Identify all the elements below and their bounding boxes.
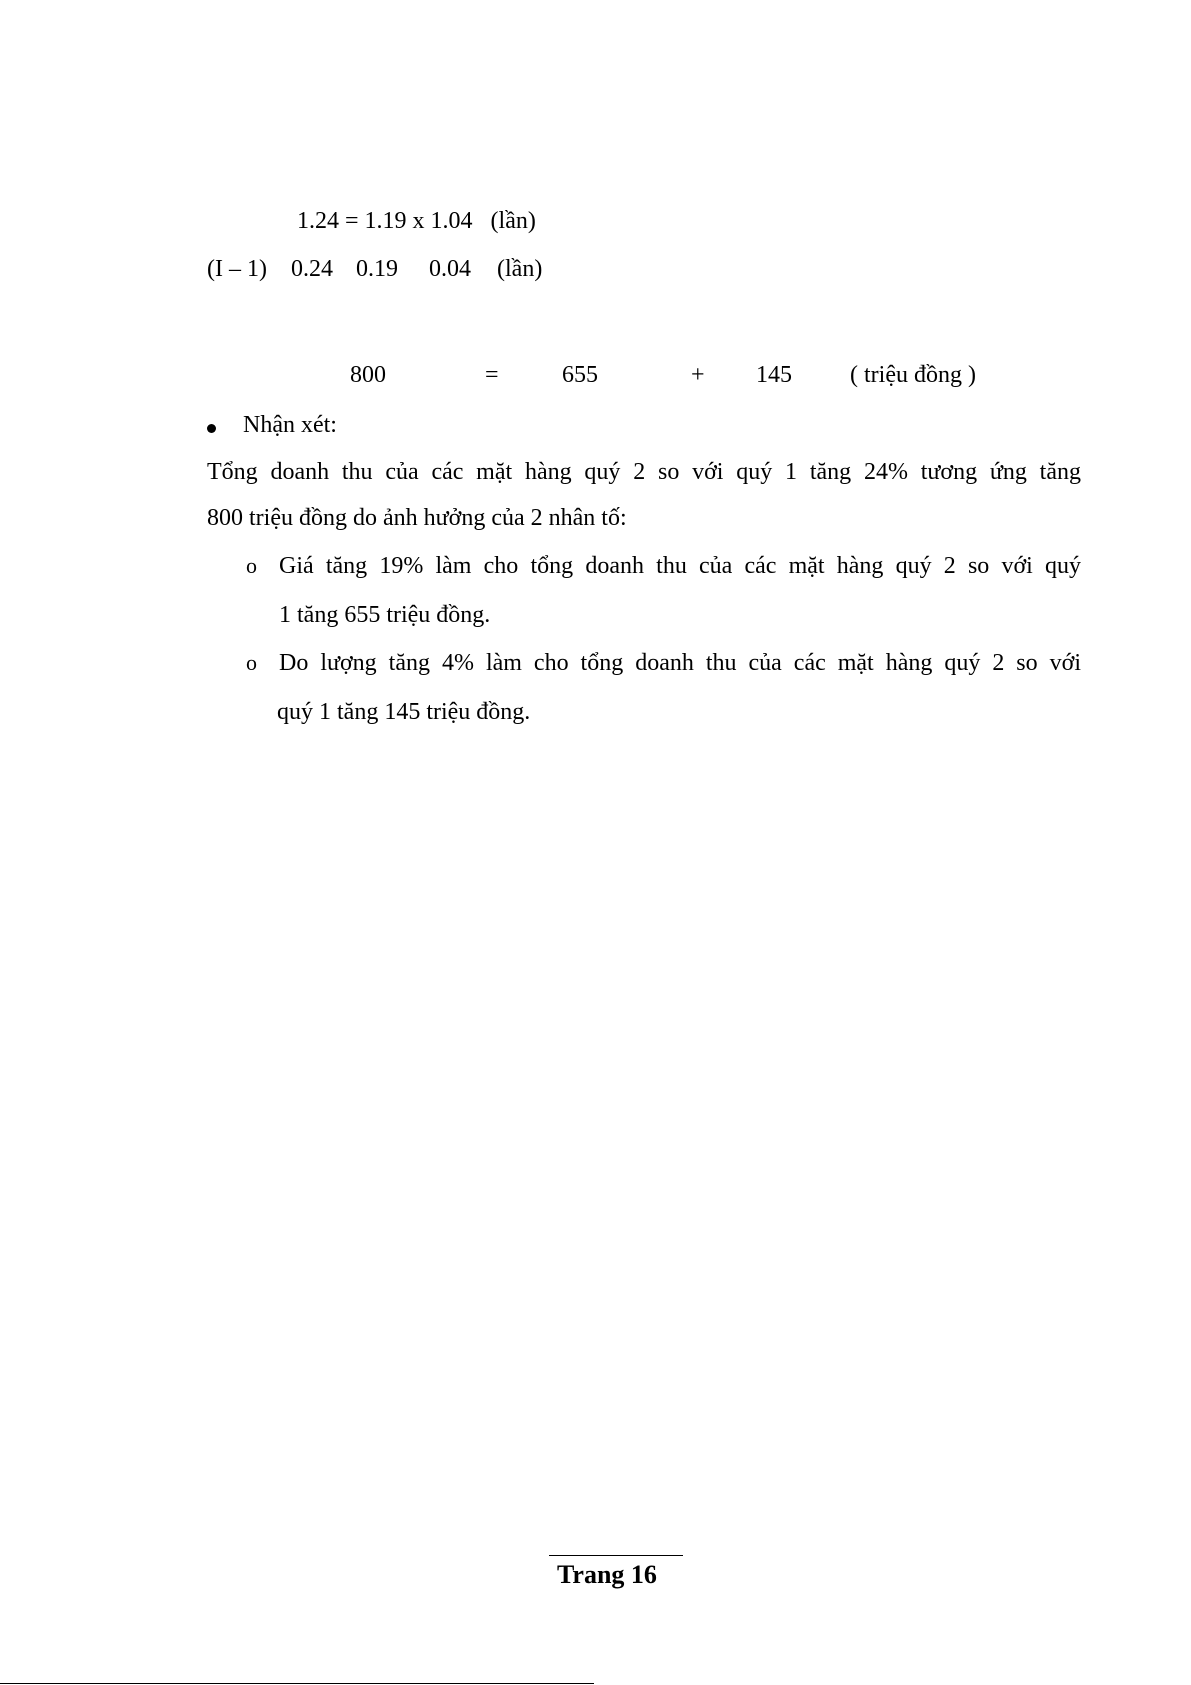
page-number: Trang 16: [557, 1560, 657, 1589]
growth-unit: (lần): [497, 256, 543, 282]
growth-value-quantity: 0.04: [429, 256, 471, 282]
abs-plus: +: [691, 362, 705, 388]
comment-heading: Nhận xét:: [243, 412, 337, 438]
list-item-line-2: quý 1 tăng 145 triệu đồng.: [277, 699, 531, 725]
circle-bullet-icon: o: [246, 650, 257, 675]
abs-total: 800: [350, 362, 386, 388]
abs-price-effect: 655: [562, 362, 598, 388]
abs-quantity-effect: 145: [756, 362, 792, 388]
equation-index-product: 1.24 = 1.19 x 1.04 (lần): [297, 208, 536, 234]
footer-rule: [549, 1555, 683, 1556]
growth-value-total: 0.24: [291, 256, 333, 282]
abs-equals: =: [485, 362, 499, 388]
growth-value-price: 0.19: [356, 256, 398, 282]
circle-bullet-icon: o: [246, 553, 257, 578]
comment-paragraph-line-2: 800 triệu đồng do ảnh hưởng của 2 nhân tố:: [207, 505, 627, 531]
bullet-dot-icon: [207, 424, 216, 433]
list-item-line-1: Do lượng tăng 4% làm cho tổng doanh thu của các mặt hàng quý 2 so với: [279, 650, 1081, 676]
growth-label: (I – 1): [207, 256, 267, 282]
comment-paragraph-line-1: Tổng doanh thu của các mặt hàng quý 2 so với quý 1 tăng 24% tương ứng tăng: [207, 459, 1081, 485]
list-item-line-1: Giá tăng 19% làm cho tổng doanh thu của các mặt hàng quý 2 so với quý: [279, 553, 1081, 579]
list-item-line-2: 1 tăng 655 triệu đồng.: [279, 602, 491, 628]
bottom-rule: [0, 1683, 594, 1684]
abs-unit: ( triệu đồng ): [850, 362, 976, 388]
